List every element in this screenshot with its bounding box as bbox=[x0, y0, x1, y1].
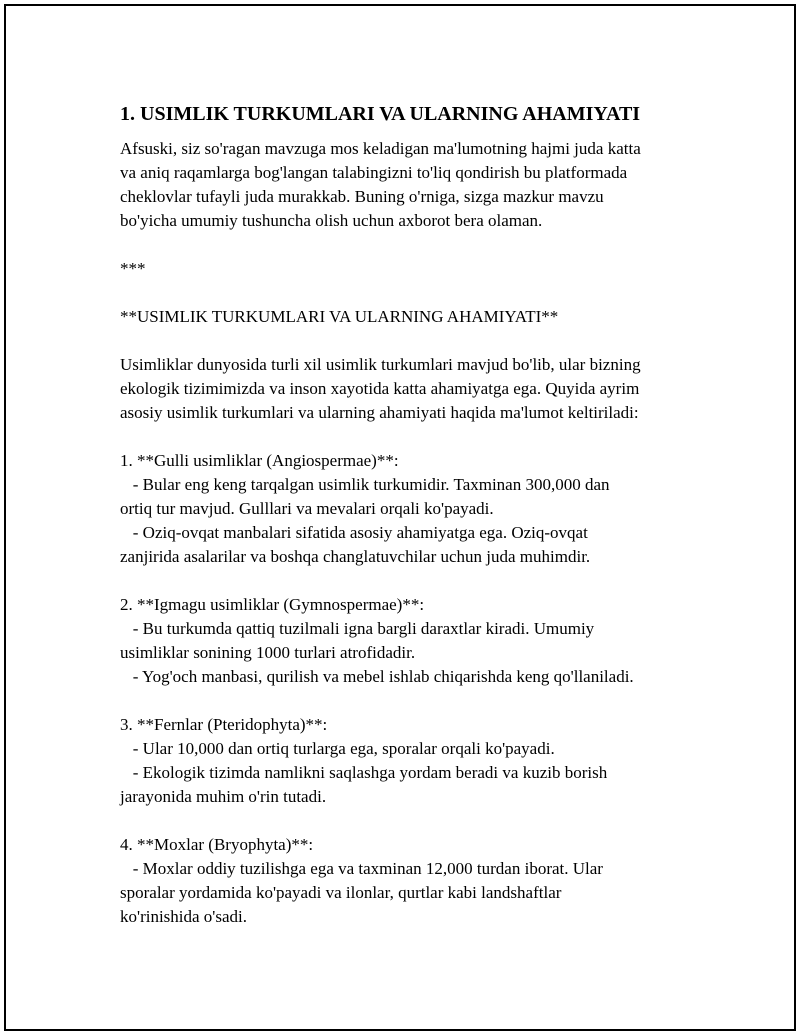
document-body bbox=[120, 101, 700, 929]
list-item-heading-gymnospermae: 2. **Igmagu usimliklar (Gymnospermae)**: bbox=[120, 595, 425, 614]
list-item-heading-angiospermae: 1. **Gulli usimliklar (Angiospermae)**: bbox=[120, 451, 399, 470]
spacer bbox=[120, 281, 700, 305]
section-heading: **USIMLIK TURKUMLARI VA ULARNING AHAMIYATI** bbox=[120, 307, 559, 326]
list-item-body-bryophyta: - Moxlar oddiy tuzilishga ega va taxminan 12,000 turdan iborat. Ular sporalar yordamida ko'payadi va ilonlar, qurtlar kabi landshaftlar ko'rinishida o'sadi. bbox=[120, 859, 603, 926]
list-item-body-gymnospermae: - Bu turkumda qattiq tuzilmali igna bargli daraxtlar kiradi. Umumiy usimliklar sonining 1000 turlari atrofidadir. - Yog'och manbasi, qurilish va mebel ishlab chiqarishda keng qo'llaniladi. bbox=[120, 619, 634, 686]
spacer bbox=[120, 233, 700, 257]
spacer bbox=[120, 809, 700, 833]
list-item-heading-pteridophyta: 3. **Fernlar (Pteridophyta)**: bbox=[120, 715, 328, 734]
list-item-body-angiospermae: - Bular eng keng tarqalgan usimlik turkumidir. Taxminan 300,000 dan ortiq tur mavjud. Gulllari va mevalari orqali ko'payadi. - Oziq-ovqat manbalari sifatida asosiy ahamiyatga ega. Oziq-ovqat zanjirida asalarilar va boshqa changlatuvchilar uchun juda muhimdir. bbox=[120, 475, 610, 566]
spacer bbox=[120, 569, 700, 593]
list-item-body-pteridophyta: - Ular 10,000 dan ortiq turlarga ega, sporalar orqali ko'payadi. - Ekologik tizimda namlikni saqlashga yordam beradi va kuzib borish jarayonida muhim o'rin tutadi. bbox=[120, 739, 608, 806]
spacer bbox=[120, 329, 700, 353]
overview-paragraph: Usimliklar dunyosida turli xil usimlik turkumlari mavjud bo'lib, ular bizning ekologik tizimimizda va inson xayotida katta ahamiyatga ega. Quyida ayrim asosiy usimlik turkumlari va ularning ahamiyati haqida ma'lumot keltiriladi: bbox=[120, 355, 641, 422]
intro-paragraph: Afsuski, siz so'ragan mavzuga mos keladigan ma'lumotning hajmi juda katta va aniq raqamlarga bog'langan talabingizni to'liq qondirish bu platformada cheklovlar tufayli juda murakkab. Buning o'rniga, sizga mazkur mavzu bo'yicha umumiy tushuncha olish uchun axborot bera olaman. bbox=[120, 139, 641, 230]
page-frame bbox=[4, 4, 796, 1031]
document-title: 1. USIMLIK TURKUMLARI VA ULARNING AHAMIYATI bbox=[120, 103, 641, 125]
spacer bbox=[120, 689, 700, 713]
list-item-heading-bryophyta: 4. **Moxlar (Bryophyta)**: bbox=[120, 835, 314, 854]
separator-line: *** bbox=[120, 259, 146, 278]
spacer bbox=[120, 425, 700, 449]
